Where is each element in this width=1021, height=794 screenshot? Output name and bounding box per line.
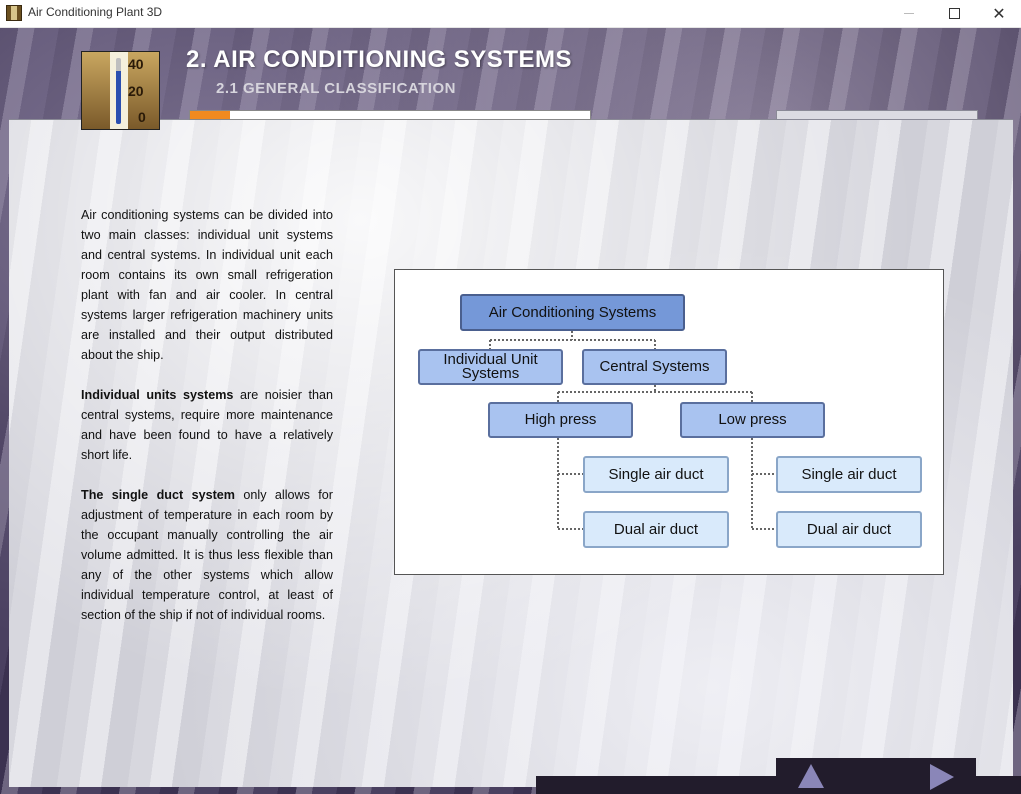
section-subtitle: 2.1 GENERAL CLASSIFICATION: [216, 80, 456, 97]
paragraph-3-bold: The single duct system: [81, 488, 235, 502]
triangle-up-icon[interactable]: [798, 764, 824, 788]
paragraph-2: [81, 385, 333, 465]
window-titlebar: [0, 0, 1021, 28]
paragraph-2-bold: Individual units systems: [81, 388, 234, 402]
app-icon: [6, 5, 22, 21]
maximize-icon: [949, 8, 960, 19]
paragraph-1: Air conditioning systems can be divided into two main classes: individual unit systems and central systems. In individual unit each room contains its own small refrigeration plant with fan and air cooler. In central systems larger refrigeration machinery units are installed and their output distributed about the ship.: [81, 208, 333, 362]
node-low-dual-air-duct: Dual air duct: [776, 511, 922, 548]
section-title: 2. AIR CONDITIONING SYSTEMS: [186, 46, 572, 73]
thumbnail-label-40: 40: [128, 56, 144, 72]
close-icon: ✕: [992, 5, 1006, 23]
progress-bar: [189, 110, 591, 120]
node-high-single-air-duct: Single air duct: [583, 456, 729, 493]
node-central-systems: Central Systems: [582, 349, 727, 385]
thermometer-thumbnail: [81, 51, 160, 130]
thumbnail-label-0: 0: [138, 109, 146, 125]
paragraph-2-rest: are noisier than central systems, require more maintenance and have been found to have a relatively short life.: [81, 388, 333, 462]
progress-fill: [190, 111, 230, 119]
node-low-single-air-duct: Single air duct: [776, 456, 922, 493]
app-stage: [0, 28, 1021, 794]
thumbnail-label-20: 20: [128, 83, 144, 99]
thermometer-icon: [116, 58, 121, 124]
classification-diagram: [394, 269, 944, 575]
description-text: [81, 205, 333, 645]
minimize-button[interactable]: [886, 0, 932, 27]
node-low-press: Low press: [680, 402, 825, 438]
close-button[interactable]: [976, 0, 1021, 27]
node-high-dual-air-duct: Dual air duct: [583, 511, 729, 548]
paragraph-3: [81, 485, 333, 625]
node-air-conditioning-systems: Air Conditioning Systems: [460, 294, 685, 331]
node-individual-line2: Systems: [461, 365, 520, 382]
paragraph-3-rest: only allows for adjustment of temperature in each room by the occupant manually controlling the air volume admitted. It is thus less flexible than any of the other systems which allow individual temperature control, at least of section of the ship if not of individual rooms.: [81, 488, 333, 622]
maximize-button[interactable]: [931, 0, 977, 27]
node-individual-unit-systems: [418, 349, 563, 385]
node-high-press: High press: [488, 402, 633, 438]
minimize-icon: [904, 13, 914, 14]
triangle-right-icon[interactable]: [930, 764, 954, 790]
window-title: Air Conditioning Plant 3D: [28, 5, 163, 19]
node-individual-line1: Individual Unit: [443, 351, 538, 368]
